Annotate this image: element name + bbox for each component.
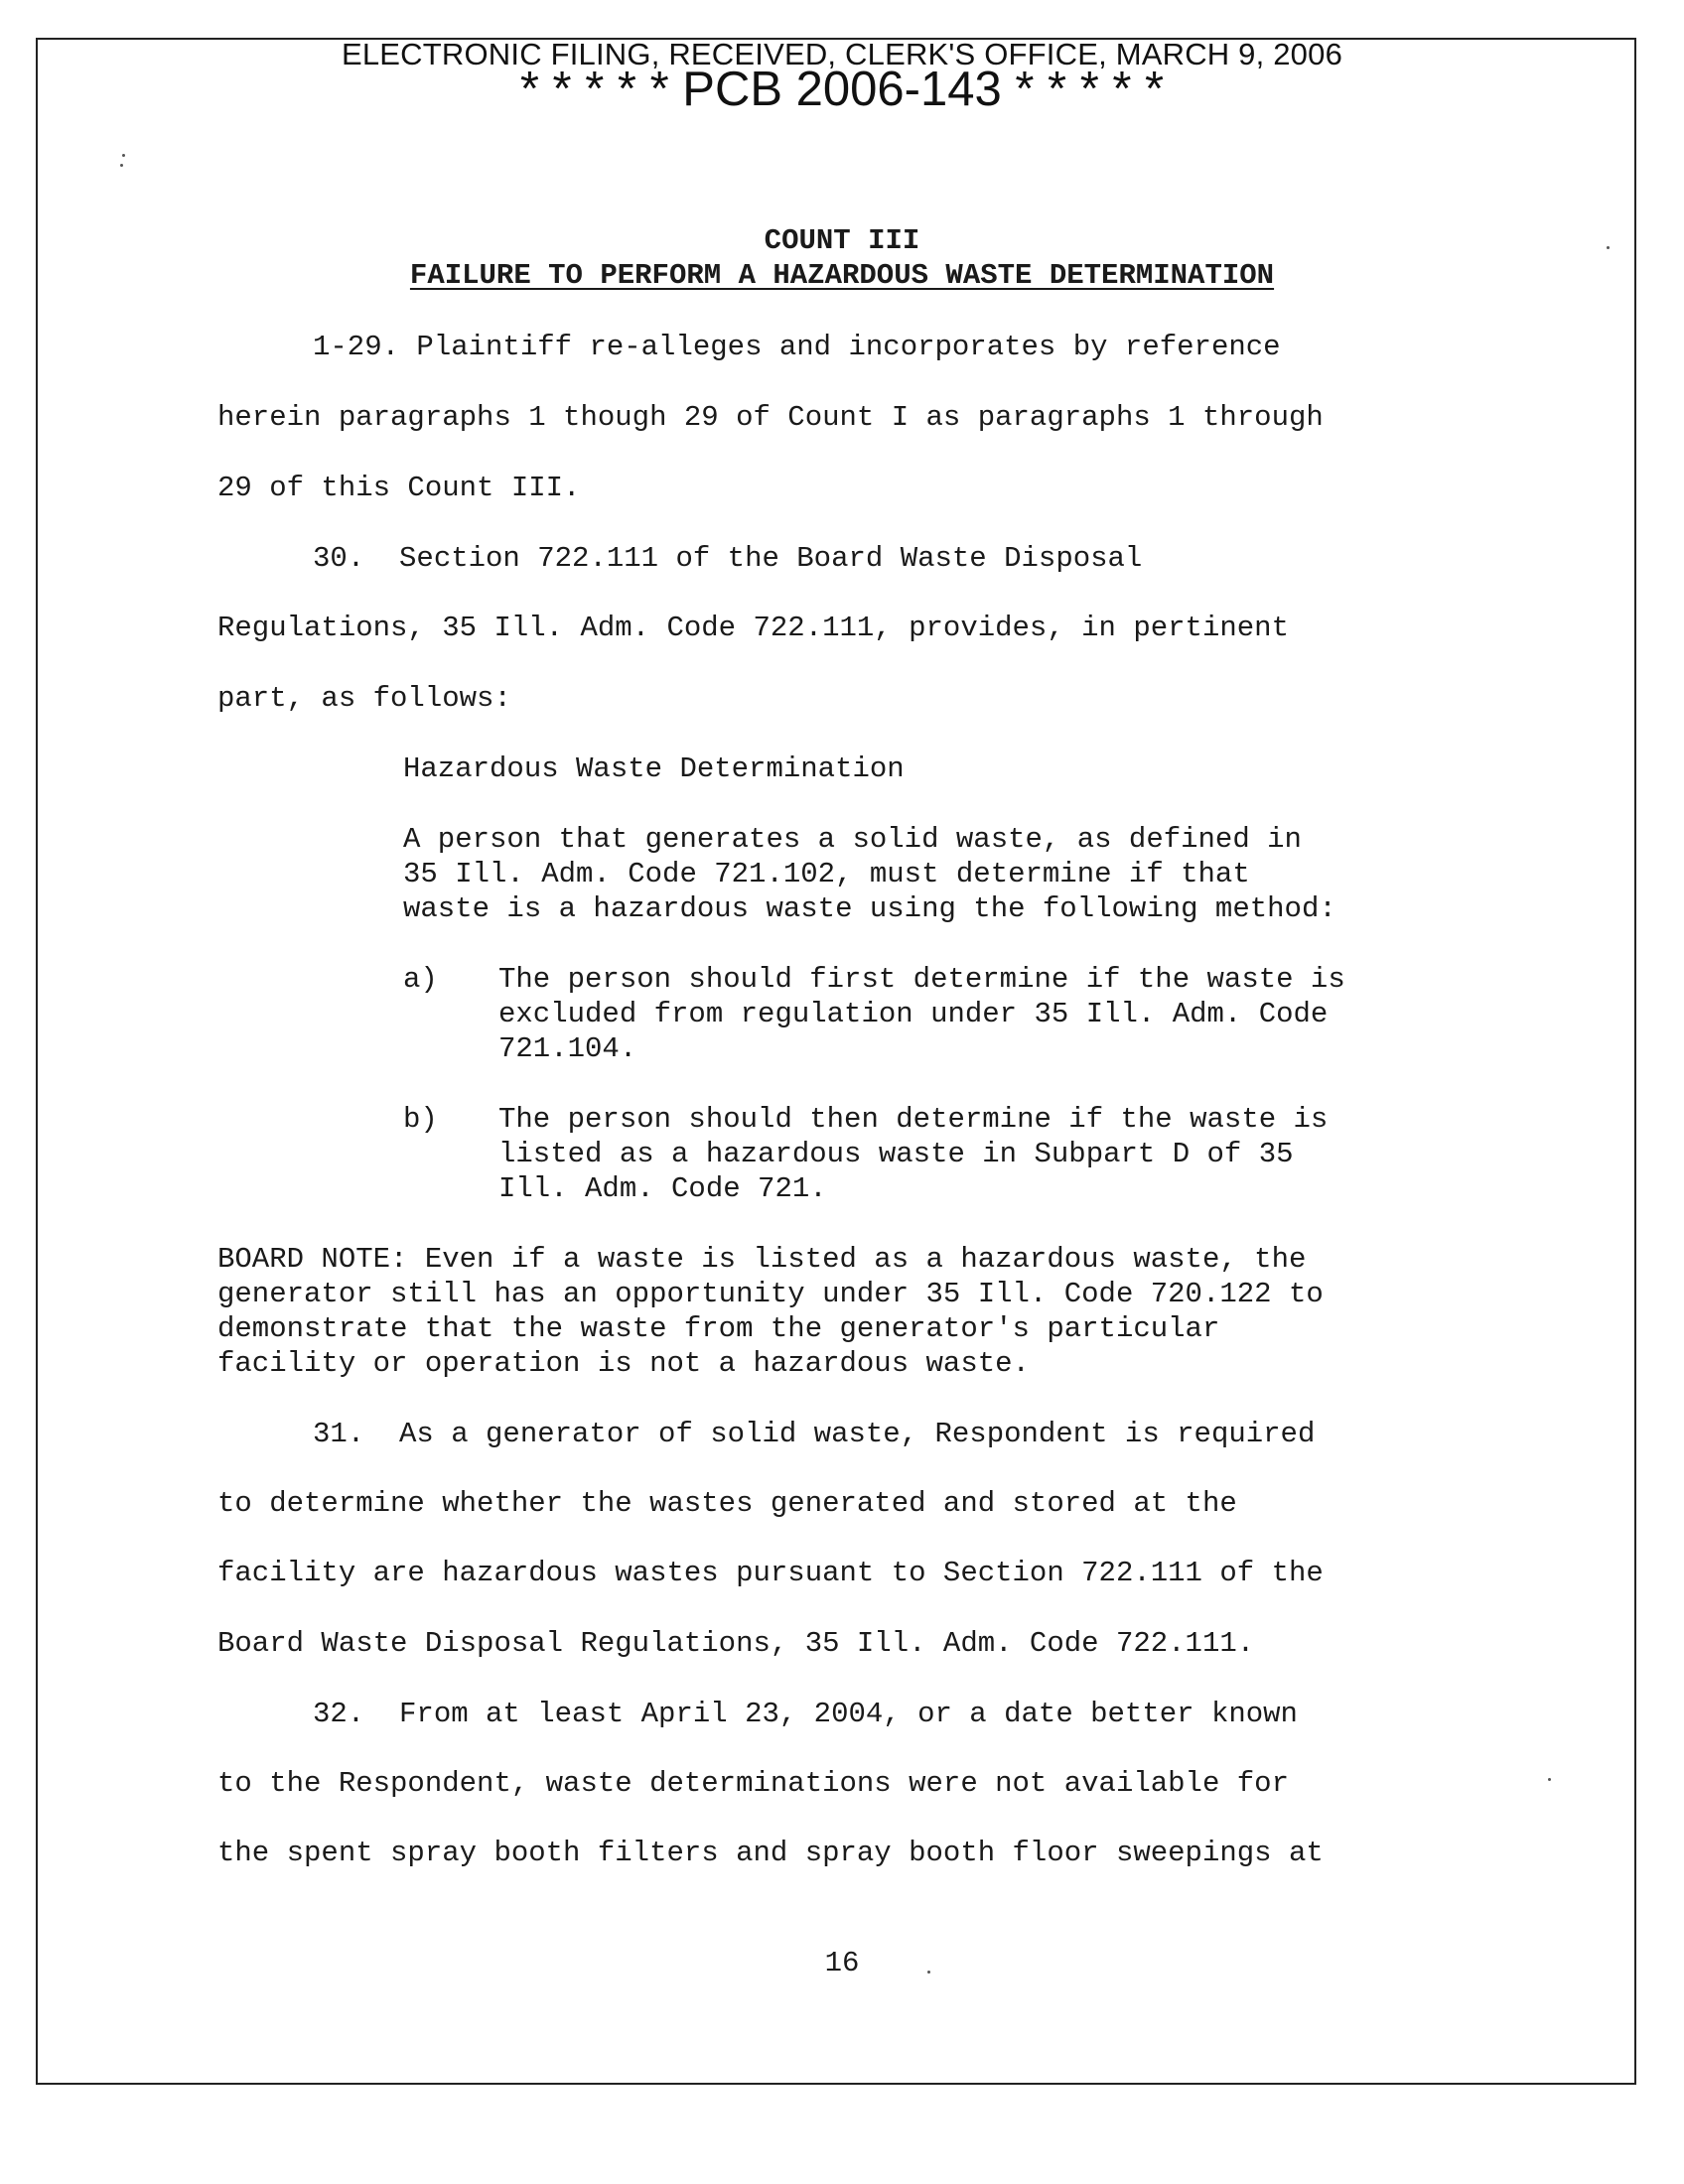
scan-speck — [120, 164, 123, 167]
paragraph-line: to determine whether the wastes generated and stored at the — [217, 1487, 1237, 1520]
quote-line: A person that generates a solid waste, as defined in — [403, 823, 1302, 856]
paragraph-line: to the Respondent, waste determinations were not available for — [217, 1767, 1289, 1800]
paragraph-line: 29 of this Count III. — [217, 472, 581, 504]
item-label: b) — [403, 1103, 438, 1136]
paragraph-line: 1-29. Plaintiff re-alleges and incorporates by reference — [313, 331, 1281, 363]
board-note-line: BOARD NOTE: Even if a waste is listed as a hazardous waste, the — [217, 1243, 1307, 1276]
scan-speck — [927, 1971, 930, 1974]
board-note-line: demonstrate that the waste from the generator's particular — [217, 1312, 1220, 1345]
paragraph-line: 32. From at least April 23, 2004, or a date better known — [313, 1698, 1298, 1730]
board-note-line: generator still has an opportunity under 35 Ill. Code 720.122 to — [217, 1278, 1324, 1310]
quote-line: 35 Ill. Adm. Code 721.102, must determine if that — [403, 858, 1250, 890]
item-label: a) — [403, 963, 438, 996]
quote-line: waste is a hazardous waste using the following method: — [403, 892, 1336, 925]
paragraph-line: Board Waste Disposal Regulations, 35 Ill. Adm. Code 722.111. — [217, 1627, 1255, 1660]
item-line: The person should then determine if the waste is — [498, 1103, 1329, 1136]
filing-stamp-line: ELECTRONIC FILING, RECEIVED, CLERK'S OFFICE, MARCH 9, 2006 — [341, 37, 1343, 71]
item-line: Ill. Adm. Code 721. — [498, 1172, 827, 1205]
item-line: 721.104. — [498, 1032, 637, 1065]
paragraph-line: the spent spray booth filters and spray booth floor sweepings at — [217, 1837, 1324, 1869]
paragraph-line: 30. Section 722.111 of the Board Waste Disposal — [313, 542, 1143, 575]
paragraph-line: part, as follows: — [217, 682, 511, 715]
scan-speck — [1548, 1778, 1551, 1781]
paragraph-line: Regulations, 35 Ill. Adm. Code 722.111, provides, in pertinent — [217, 612, 1289, 644]
paragraph-line: facility are hazardous wastes pursuant to Section 722.111 of the — [217, 1557, 1324, 1589]
scan-speck — [1607, 246, 1610, 249]
scan-speck — [122, 154, 125, 157]
quote-heading: Hazardous Waste Determination — [403, 752, 905, 785]
case-number-line: * * * * * PCB 2006-143 * * * * * — [519, 63, 1165, 116]
item-line: excluded from regulation under 35 Ill. Adm. Code — [498, 998, 1329, 1030]
item-line: listed as a hazardous waste in Subpart D of 35 — [498, 1138, 1294, 1170]
count-heading: COUNT III — [764, 224, 920, 257]
item-line: The person should first determine if the waste is — [498, 963, 1345, 996]
paragraph-line: herein paragraphs 1 though 29 of Count I as paragraphs 1 through — [217, 401, 1324, 434]
paragraph-line: 31. As a generator of solid waste, Respondent is required — [313, 1418, 1316, 1450]
board-note-line: facility or operation is not a hazardous waste. — [217, 1347, 1030, 1380]
count-title: FAILURE TO PERFORM A HAZARDOUS WASTE DETERMINATION — [409, 259, 1275, 292]
page-number: 16 — [824, 1947, 860, 1979]
